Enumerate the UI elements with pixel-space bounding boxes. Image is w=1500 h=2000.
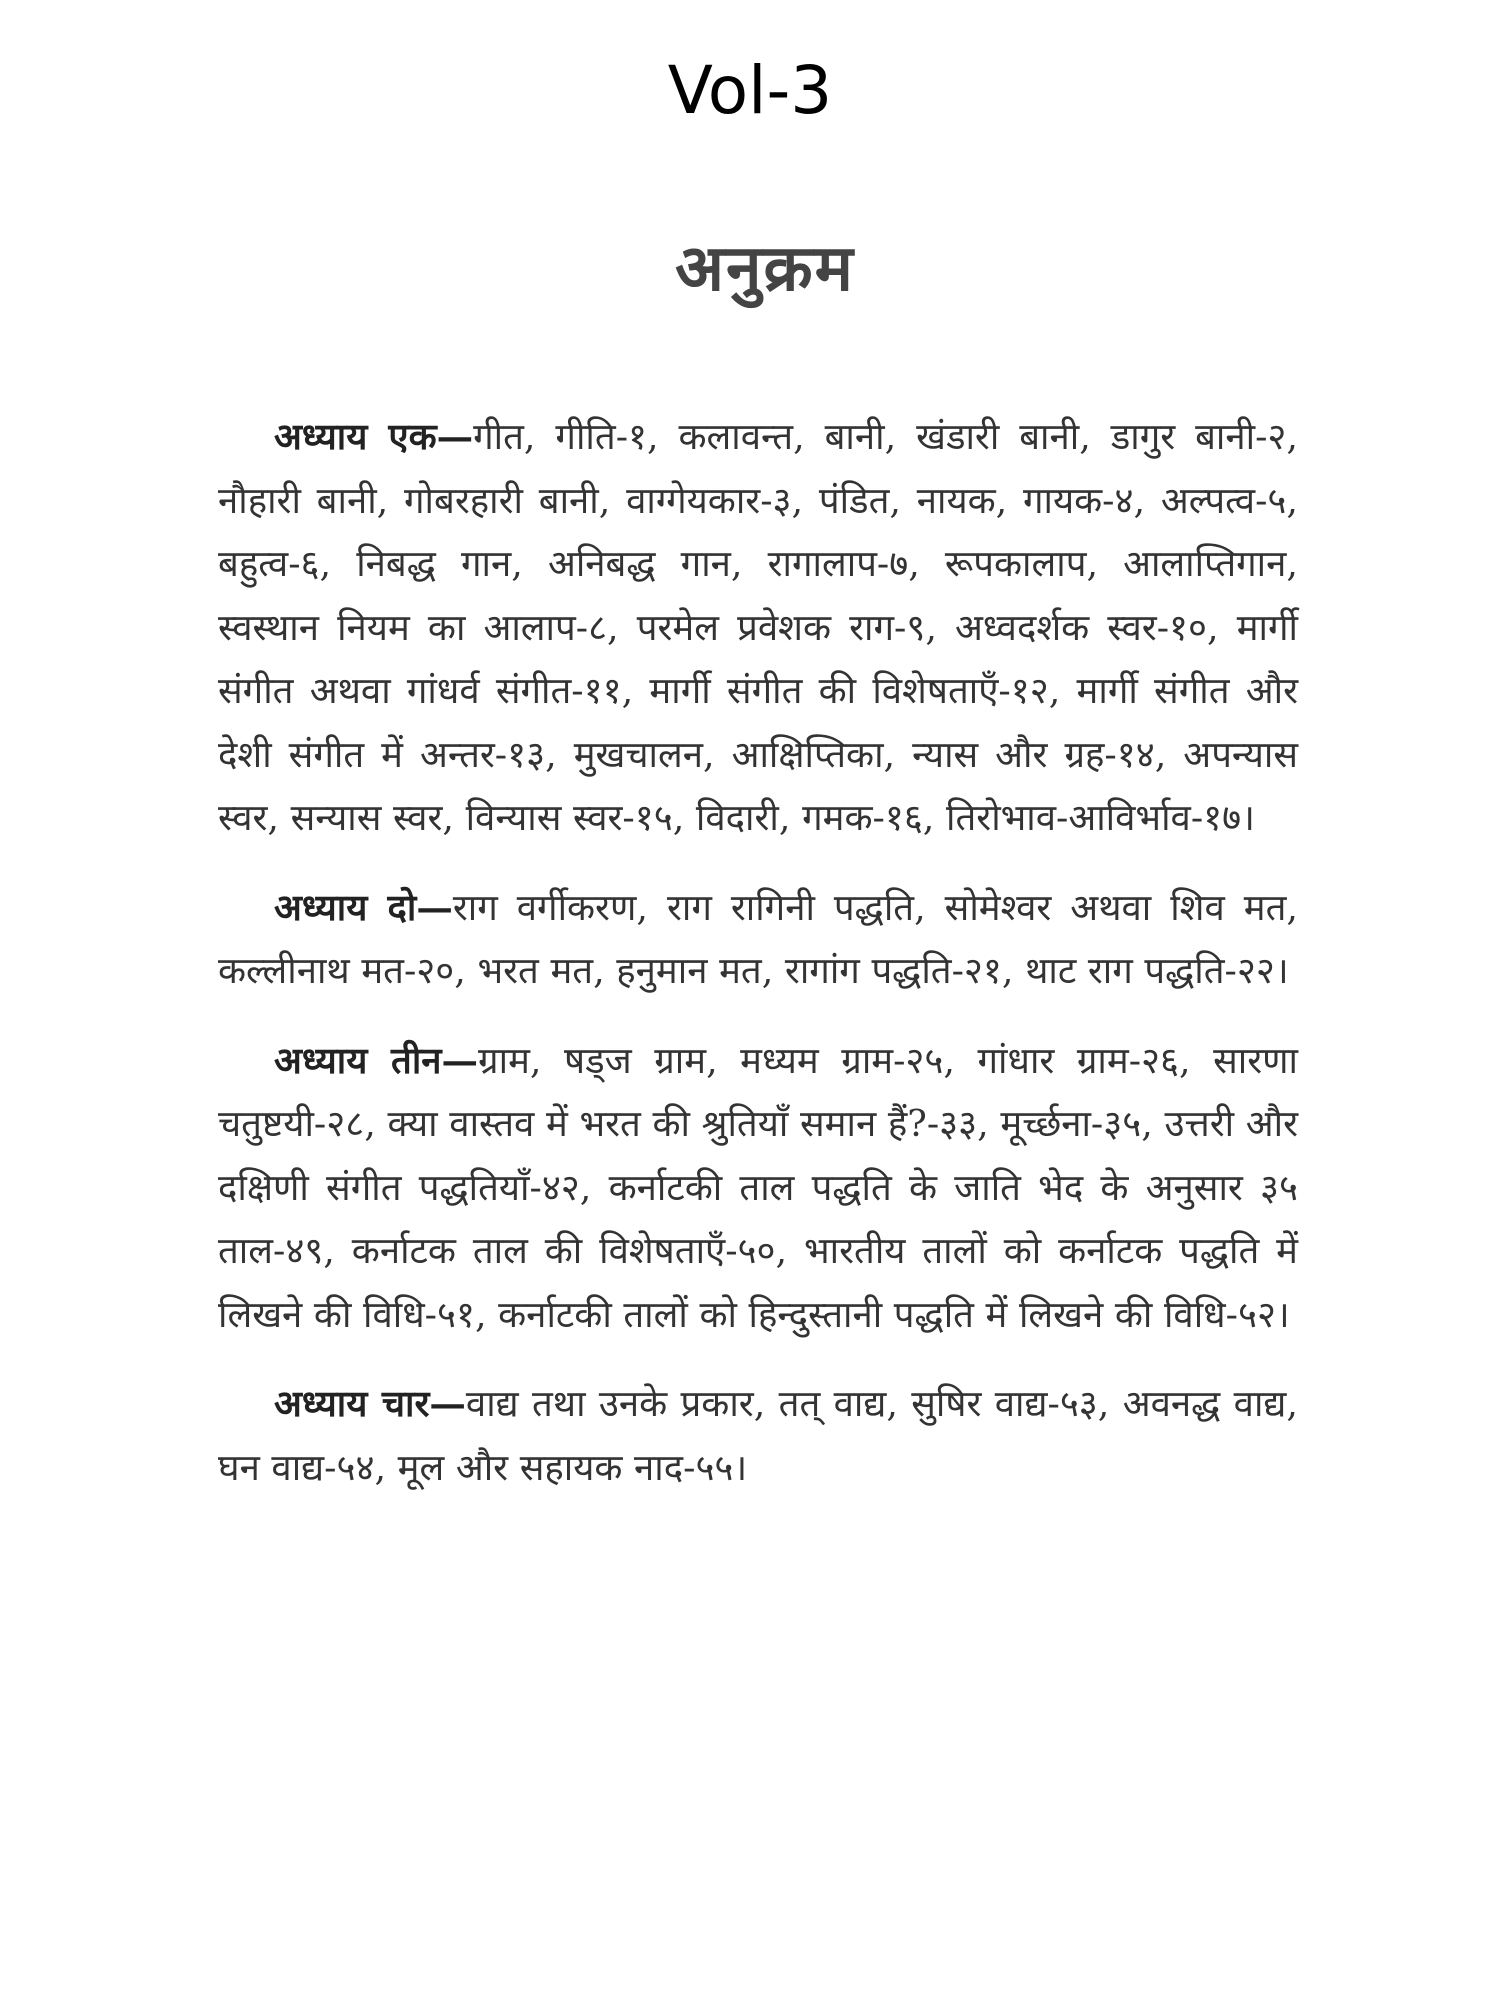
chapter-entry-4	[218, 1372, 1298, 1499]
chapter-heading: अध्याय चार—	[274, 1382, 466, 1425]
chapter-topics: राग वर्गीकरण, राग रागिनी पद्धति, सोमेश्वर अथवा शिव मत, कल्लीनाथ मत-२०, भरत मत, हनुमान मत, रागांग पद्धति-२१, थाट राग पद्धति-२२।	[218, 885, 1299, 992]
chapter-topics: ग्राम, षड्ज ग्राम, मध्यम ग्राम-२५, गांधार ग्राम-२६, सारणा चतुष्टयी-२८, क्या वास्तव में भरत की श्रुतियाँ समान हैं?-३३, मूर्च्छना-३५, उत्तरी और दक्षिणी संगीत पद्धतियाँ-४२, कर्नाटकी ताल पद्धति के जाति भेद के अनुसार ३५ ताल-४९, कर्नाटक ताल की विशेषताएँ-५०, भारतीय तालों को कर्नाटक पद्धति में लिखने की विधि-५१, कर्नाटकी तालों को हिन्दुस्तानी पद्धति में लिखने की विधि-५२।	[218, 1038, 1298, 1336]
chapter-heading: अध्याय दो—	[274, 885, 453, 929]
page-title: अनुक्रम	[675, 232, 855, 306]
chapter-entry-3	[218, 1029, 1298, 1347]
chapter-heading: अध्याय एक—	[274, 415, 474, 458]
table-of-contents	[218, 405, 1298, 1525]
chapter-topics: वाद्य तथा उनके प्रकार, तत् वाद्य, सुषिर वाद्य-५३, अवनद्ध वाद्य, घन वाद्य-५४, मूल और सहायक नाद-५५।	[218, 1382, 1298, 1489]
chapter-entry-2	[218, 876, 1298, 1003]
chapter-heading: अध्याय तीन—	[274, 1038, 479, 1082]
volume-label: Vol-3	[667, 52, 833, 129]
chapter-topics: गीत, गीति-१, कलावन्त, बानी, खंडारी बानी, डागुर बानी-२, नौहारी बानी, गोबरहारी बानी, वाग्गेयकार-३, पंडित, नायक, गायक-४, अल्पत्व-५, बहुत्व-६, निबद्ध गान, अनिबद्ध गान, रागालाप-७, रूपकालाप, आलाप्तिगान, स्वस्थान नियम का आलाप-८, परमेल प्रवेशक राग-९, अध्वदर्शक स्वर-१०, मार्गी संगीत अथवा गांधर्व संगीत-११, मार्गी संगीत की विशेषताएँ-१२, मार्गी संगीत और देशी संगीत में अन्तर-१३, मुखचालन, आक्षिप्तिका, न्यास और ग्रह-१४, अपन्यास स्वर, सन्यास स्वर, विन्यास स्वर-१५, विदारी, गमक-१६, तिरोभाव-आविर्भाव-१७।	[218, 415, 1298, 839]
chapter-entry-1	[218, 405, 1298, 850]
